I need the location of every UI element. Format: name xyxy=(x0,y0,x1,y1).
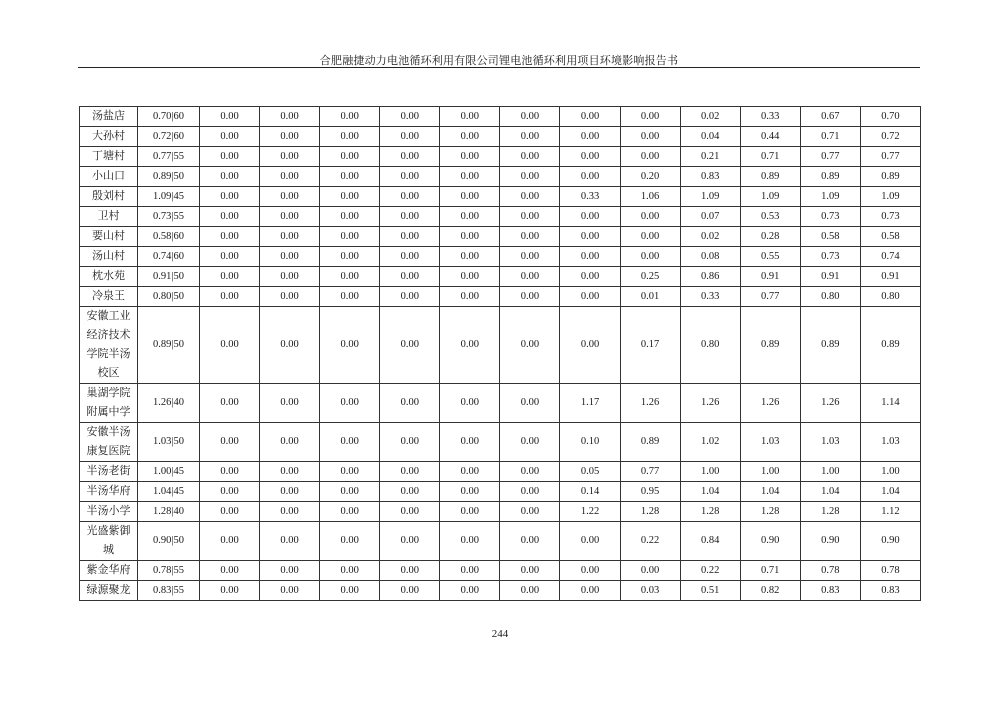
value-cell: 0.00 xyxy=(440,247,500,267)
value-cell: 0.00 xyxy=(560,107,620,127)
value-cell: 0.00 xyxy=(620,107,680,127)
value-cell: 0.00 xyxy=(320,107,380,127)
table-row xyxy=(80,522,921,561)
value-cell: 0.33 xyxy=(740,107,800,127)
table-row xyxy=(80,167,921,187)
value-cell: 0.25 xyxy=(620,267,680,287)
value-cell: 0.00 xyxy=(500,561,560,581)
value-cell: 1.09 xyxy=(740,187,800,207)
value-cell: 0.80 xyxy=(860,287,920,307)
value-cell: 0.00 xyxy=(620,147,680,167)
max-value-cell: 0.70|60 xyxy=(138,107,200,127)
value-cell: 1.28 xyxy=(740,502,800,522)
value-cell: 0.00 xyxy=(500,462,560,482)
value-cell: 1.06 xyxy=(620,187,680,207)
value-cell: 0.80 xyxy=(680,307,740,384)
table-row xyxy=(80,187,921,207)
value-cell: 0.83 xyxy=(800,581,860,601)
value-cell: 0.00 xyxy=(620,127,680,147)
value-cell: 0.22 xyxy=(680,561,740,581)
value-cell: 0.10 xyxy=(560,423,620,462)
value-cell: 0.00 xyxy=(380,581,440,601)
value-cell: 0.00 xyxy=(320,307,380,384)
value-cell: 0.00 xyxy=(320,267,380,287)
max-value-cell: 0.91|50 xyxy=(138,267,200,287)
value-cell: 0.00 xyxy=(380,227,440,247)
max-value-cell: 0.74|60 xyxy=(138,247,200,267)
value-cell: 0.90 xyxy=(740,522,800,561)
location-name-cell: 巢湖学院附属中学 xyxy=(80,384,138,423)
value-cell: 0.00 xyxy=(440,227,500,247)
value-cell: 1.09 xyxy=(800,187,860,207)
value-cell: 0.00 xyxy=(500,127,560,147)
value-cell: 0.00 xyxy=(380,384,440,423)
value-cell: 0.00 xyxy=(500,167,560,187)
value-cell: 0.00 xyxy=(320,502,380,522)
value-cell: 1.14 xyxy=(860,384,920,423)
value-cell: 0.00 xyxy=(260,187,320,207)
max-value-cell: 0.80|50 xyxy=(138,287,200,307)
max-value-cell: 0.89|50 xyxy=(138,307,200,384)
value-cell: 0.00 xyxy=(560,522,620,561)
value-cell: 1.04 xyxy=(740,482,800,502)
value-cell: 0.00 xyxy=(380,423,440,462)
value-cell: 1.00 xyxy=(680,462,740,482)
value-cell: 0.83 xyxy=(860,581,920,601)
max-value-cell: 0.89|50 xyxy=(138,167,200,187)
value-cell: 0.00 xyxy=(440,187,500,207)
value-cell: 0.00 xyxy=(560,167,620,187)
value-cell: 0.28 xyxy=(740,227,800,247)
value-cell: 0.00 xyxy=(260,522,320,561)
value-cell: 0.00 xyxy=(380,502,440,522)
value-cell: 0.01 xyxy=(620,287,680,307)
table-row xyxy=(80,561,921,581)
location-name-cell: 大孙村 xyxy=(80,127,138,147)
value-cell: 1.00 xyxy=(800,462,860,482)
table-body xyxy=(80,107,921,601)
value-cell: 0.89 xyxy=(800,307,860,384)
location-name-cell: 要山村 xyxy=(80,227,138,247)
value-cell: 0.00 xyxy=(380,147,440,167)
table-row xyxy=(80,147,921,167)
value-cell: 0.00 xyxy=(260,502,320,522)
value-cell: 0.00 xyxy=(200,167,260,187)
value-cell: 0.78 xyxy=(800,561,860,581)
value-cell: 0.44 xyxy=(740,127,800,147)
max-value-cell: 0.58|60 xyxy=(138,227,200,247)
value-cell: 0.00 xyxy=(560,307,620,384)
value-cell: 0.00 xyxy=(440,307,500,384)
value-cell: 0.00 xyxy=(440,522,500,561)
value-cell: 0.80 xyxy=(800,287,860,307)
value-cell: 1.28 xyxy=(620,502,680,522)
value-cell: 0.00 xyxy=(320,581,380,601)
location-name-cell: 殷刘村 xyxy=(80,187,138,207)
value-cell: 0.00 xyxy=(320,147,380,167)
table-row xyxy=(80,502,921,522)
document-header: 合肥融捷动力电池循环利用有限公司锂电池循环利用项目环境影响报告书 xyxy=(319,54,679,67)
value-cell: 1.04 xyxy=(800,482,860,502)
value-cell: 0.00 xyxy=(380,267,440,287)
value-cell: 0.00 xyxy=(260,147,320,167)
value-cell: 0.00 xyxy=(260,107,320,127)
value-cell: 0.00 xyxy=(380,561,440,581)
page-number: 244 xyxy=(491,628,509,640)
table-row xyxy=(80,482,921,502)
value-cell: 0.07 xyxy=(680,207,740,227)
value-cell: 0.00 xyxy=(620,227,680,247)
max-value-cell: 1.04|45 xyxy=(138,482,200,502)
value-cell: 0.00 xyxy=(260,267,320,287)
max-value-cell: 1.09|45 xyxy=(138,187,200,207)
value-cell: 0.55 xyxy=(740,247,800,267)
max-value-cell: 1.26|40 xyxy=(138,384,200,423)
value-cell: 0.00 xyxy=(320,561,380,581)
value-cell: 0.00 xyxy=(560,147,620,167)
value-cell: 0.00 xyxy=(320,247,380,267)
value-cell: 0.77 xyxy=(860,147,920,167)
value-cell: 0.00 xyxy=(560,561,620,581)
value-cell: 0.20 xyxy=(620,167,680,187)
value-cell: 0.89 xyxy=(860,167,920,187)
value-cell: 0.89 xyxy=(740,307,800,384)
value-cell: 0.00 xyxy=(260,307,320,384)
value-cell: 0.77 xyxy=(800,147,860,167)
value-cell: 0.00 xyxy=(440,462,500,482)
value-cell: 0.00 xyxy=(200,462,260,482)
location-name-cell: 汤山村 xyxy=(80,247,138,267)
location-name-cell: 半汤老街 xyxy=(80,462,138,482)
value-cell: 0.71 xyxy=(740,147,800,167)
value-cell: 0.00 xyxy=(620,561,680,581)
table-row xyxy=(80,207,921,227)
max-value-cell: 0.90|50 xyxy=(138,522,200,561)
value-cell: 1.28 xyxy=(800,502,860,522)
value-cell: 0.00 xyxy=(260,167,320,187)
value-cell: 0.21 xyxy=(680,147,740,167)
value-cell: 0.82 xyxy=(740,581,800,601)
value-cell: 0.00 xyxy=(500,207,560,227)
value-cell: 0.00 xyxy=(500,147,560,167)
value-cell: 0.00 xyxy=(200,502,260,522)
value-cell: 0.00 xyxy=(320,482,380,502)
location-name-cell: 绿源聚龙 xyxy=(80,581,138,601)
value-cell: 0.00 xyxy=(380,187,440,207)
value-cell: 0.73 xyxy=(800,207,860,227)
value-cell: 0.00 xyxy=(440,207,500,227)
value-cell: 0.00 xyxy=(320,127,380,147)
value-cell: 0.53 xyxy=(740,207,800,227)
location-name-cell: 安徽半汤康复医院 xyxy=(80,423,138,462)
value-cell: 0.91 xyxy=(740,267,800,287)
value-cell: 0.00 xyxy=(260,581,320,601)
value-cell: 0.77 xyxy=(620,462,680,482)
location-name-cell: 丁塘村 xyxy=(80,147,138,167)
value-cell: 0.22 xyxy=(620,522,680,561)
value-cell: 0.33 xyxy=(680,287,740,307)
max-value-cell: 0.72|60 xyxy=(138,127,200,147)
value-cell: 0.00 xyxy=(200,147,260,167)
value-cell: 0.00 xyxy=(320,287,380,307)
value-cell: 1.04 xyxy=(680,482,740,502)
value-cell: 0.00 xyxy=(200,522,260,561)
value-cell: 0.00 xyxy=(320,384,380,423)
value-cell: 0.00 xyxy=(500,227,560,247)
value-cell: 0.05 xyxy=(560,462,620,482)
table-row xyxy=(80,247,921,267)
value-cell: 0.00 xyxy=(500,267,560,287)
value-cell: 0.72 xyxy=(860,127,920,147)
value-cell: 0.00 xyxy=(560,227,620,247)
value-cell: 0.02 xyxy=(680,227,740,247)
value-cell: 0.00 xyxy=(260,423,320,462)
value-cell: 1.09 xyxy=(680,187,740,207)
value-cell: 0.00 xyxy=(260,561,320,581)
value-cell: 0.00 xyxy=(440,581,500,601)
value-cell: 1.02 xyxy=(680,423,740,462)
value-cell: 0.00 xyxy=(440,147,500,167)
value-cell: 1.26 xyxy=(680,384,740,423)
table-row xyxy=(80,287,921,307)
value-cell: 0.00 xyxy=(500,247,560,267)
value-cell: 1.26 xyxy=(740,384,800,423)
value-cell: 0.00 xyxy=(320,167,380,187)
value-cell: 0.00 xyxy=(440,167,500,187)
value-cell: 0.00 xyxy=(320,227,380,247)
value-cell: 0.00 xyxy=(200,227,260,247)
value-cell: 0.00 xyxy=(380,307,440,384)
value-cell: 0.00 xyxy=(560,127,620,147)
location-name-cell: 紫金华府 xyxy=(80,561,138,581)
value-cell: 0.91 xyxy=(860,267,920,287)
value-cell: 0.00 xyxy=(500,502,560,522)
max-value-cell: 1.28|40 xyxy=(138,502,200,522)
value-cell: 0.00 xyxy=(380,287,440,307)
value-cell: 0.00 xyxy=(200,384,260,423)
value-cell: 0.00 xyxy=(260,384,320,423)
value-cell: 0.00 xyxy=(380,127,440,147)
value-cell: 0.00 xyxy=(440,482,500,502)
value-cell: 0.00 xyxy=(200,561,260,581)
value-cell: 0.91 xyxy=(800,267,860,287)
value-cell: 0.00 xyxy=(440,287,500,307)
value-cell: 0.00 xyxy=(560,247,620,267)
value-cell: 0.00 xyxy=(200,267,260,287)
value-cell: 0.74 xyxy=(860,247,920,267)
value-cell: 0.00 xyxy=(440,423,500,462)
location-name-cell: 汤盐店 xyxy=(80,107,138,127)
value-cell: 0.14 xyxy=(560,482,620,502)
location-name-cell: 半汤华府 xyxy=(80,482,138,502)
value-cell: 0.17 xyxy=(620,307,680,384)
value-cell: 0.67 xyxy=(800,107,860,127)
value-cell: 0.02 xyxy=(680,107,740,127)
value-cell: 1.03 xyxy=(740,423,800,462)
value-cell: 0.00 xyxy=(500,384,560,423)
value-cell: 0.00 xyxy=(200,307,260,384)
value-cell: 1.03 xyxy=(860,423,920,462)
max-value-cell: 0.83|55 xyxy=(138,581,200,601)
value-cell: 0.00 xyxy=(440,561,500,581)
value-cell: 0.00 xyxy=(380,522,440,561)
value-cell: 1.22 xyxy=(560,502,620,522)
value-cell: 0.00 xyxy=(260,127,320,147)
location-name-cell: 小山口 xyxy=(80,167,138,187)
value-cell: 1.12 xyxy=(860,502,920,522)
value-cell: 0.00 xyxy=(320,207,380,227)
value-cell: 0.00 xyxy=(440,127,500,147)
value-cell: 1.17 xyxy=(560,384,620,423)
value-cell: 0.00 xyxy=(200,581,260,601)
value-cell: 0.71 xyxy=(800,127,860,147)
header-rule xyxy=(78,67,920,68)
value-cell: 0.00 xyxy=(500,522,560,561)
value-cell: 0.00 xyxy=(200,207,260,227)
value-cell: 0.00 xyxy=(440,502,500,522)
location-name-cell: 冷泉王 xyxy=(80,287,138,307)
value-cell: 0.00 xyxy=(560,207,620,227)
value-cell: 0.00 xyxy=(320,187,380,207)
value-cell: 0.00 xyxy=(380,167,440,187)
location-name-cell: 半汤小学 xyxy=(80,502,138,522)
value-cell: 0.00 xyxy=(500,287,560,307)
value-cell: 1.28 xyxy=(680,502,740,522)
value-cell: 0.00 xyxy=(380,482,440,502)
value-cell: 0.00 xyxy=(440,107,500,127)
value-cell: 0.00 xyxy=(200,127,260,147)
value-cell: 0.00 xyxy=(440,384,500,423)
value-cell: 0.00 xyxy=(320,522,380,561)
value-cell: 0.00 xyxy=(260,287,320,307)
value-cell: 0.00 xyxy=(500,581,560,601)
value-cell: 0.89 xyxy=(740,167,800,187)
value-cell: 0.77 xyxy=(740,287,800,307)
value-cell: 0.00 xyxy=(380,207,440,227)
data-table xyxy=(79,106,921,601)
value-cell: 0.00 xyxy=(200,247,260,267)
value-cell: 0.00 xyxy=(260,482,320,502)
value-cell: 0.04 xyxy=(680,127,740,147)
value-cell: 0.00 xyxy=(200,187,260,207)
table-row xyxy=(80,423,921,462)
value-cell: 0.00 xyxy=(200,107,260,127)
value-cell: 0.00 xyxy=(620,207,680,227)
value-cell: 0.51 xyxy=(680,581,740,601)
value-cell: 0.00 xyxy=(500,423,560,462)
value-cell: 0.73 xyxy=(860,207,920,227)
table-row xyxy=(80,227,921,247)
value-cell: 0.00 xyxy=(500,482,560,502)
value-cell: 0.00 xyxy=(260,207,320,227)
value-cell: 0.83 xyxy=(680,167,740,187)
max-value-cell: 0.77|55 xyxy=(138,147,200,167)
value-cell: 0.03 xyxy=(620,581,680,601)
value-cell: 0.89 xyxy=(620,423,680,462)
value-cell: 0.00 xyxy=(560,287,620,307)
value-cell: 0.73 xyxy=(800,247,860,267)
value-cell: 0.00 xyxy=(320,462,380,482)
value-cell: 0.00 xyxy=(560,581,620,601)
value-cell: 0.90 xyxy=(860,522,920,561)
table-row xyxy=(80,307,921,384)
location-name-cell: 卫村 xyxy=(80,207,138,227)
table-row xyxy=(80,581,921,601)
value-cell: 0.00 xyxy=(260,247,320,267)
value-cell: 0.00 xyxy=(620,247,680,267)
value-cell: 1.26 xyxy=(800,384,860,423)
value-cell: 0.70 xyxy=(860,107,920,127)
table-row xyxy=(80,384,921,423)
value-cell: 1.00 xyxy=(740,462,800,482)
location-name-cell: 枕水苑 xyxy=(80,267,138,287)
value-cell: 0.08 xyxy=(680,247,740,267)
value-cell: 0.33 xyxy=(560,187,620,207)
table-row xyxy=(80,267,921,287)
value-cell: 0.00 xyxy=(200,423,260,462)
value-cell: 0.90 xyxy=(800,522,860,561)
value-cell: 0.00 xyxy=(320,423,380,462)
value-cell: 0.71 xyxy=(740,561,800,581)
value-cell: 0.84 xyxy=(680,522,740,561)
table-row xyxy=(80,462,921,482)
value-cell: 1.26 xyxy=(620,384,680,423)
value-cell: 0.89 xyxy=(800,167,860,187)
value-cell: 1.04 xyxy=(860,482,920,502)
value-cell: 0.00 xyxy=(200,482,260,502)
max-value-cell: 1.00|45 xyxy=(138,462,200,482)
value-cell: 0.58 xyxy=(800,227,860,247)
value-cell: 0.00 xyxy=(500,107,560,127)
value-cell: 1.09 xyxy=(860,187,920,207)
value-cell: 0.00 xyxy=(500,307,560,384)
value-cell: 0.89 xyxy=(860,307,920,384)
value-cell: 0.95 xyxy=(620,482,680,502)
table-row xyxy=(80,107,921,127)
value-cell: 0.00 xyxy=(560,267,620,287)
value-cell: 0.78 xyxy=(860,561,920,581)
value-cell: 1.03 xyxy=(800,423,860,462)
max-value-cell: 0.78|55 xyxy=(138,561,200,581)
value-cell: 0.00 xyxy=(440,267,500,287)
location-name-cell: 安徽工业经济技术学院半汤校区 xyxy=(80,307,138,384)
value-cell: 0.00 xyxy=(500,187,560,207)
table-row xyxy=(80,127,921,147)
max-value-cell: 1.03|50 xyxy=(138,423,200,462)
value-cell: 0.00 xyxy=(260,227,320,247)
value-cell: 0.00 xyxy=(380,107,440,127)
value-cell: 0.58 xyxy=(860,227,920,247)
value-cell: 0.00 xyxy=(380,462,440,482)
location-name-cell: 光盛紫御城 xyxy=(80,522,138,561)
value-cell: 0.00 xyxy=(380,247,440,267)
value-cell: 0.00 xyxy=(260,462,320,482)
value-cell: 1.00 xyxy=(860,462,920,482)
value-cell: 0.00 xyxy=(200,287,260,307)
max-value-cell: 0.73|55 xyxy=(138,207,200,227)
value-cell: 0.86 xyxy=(680,267,740,287)
